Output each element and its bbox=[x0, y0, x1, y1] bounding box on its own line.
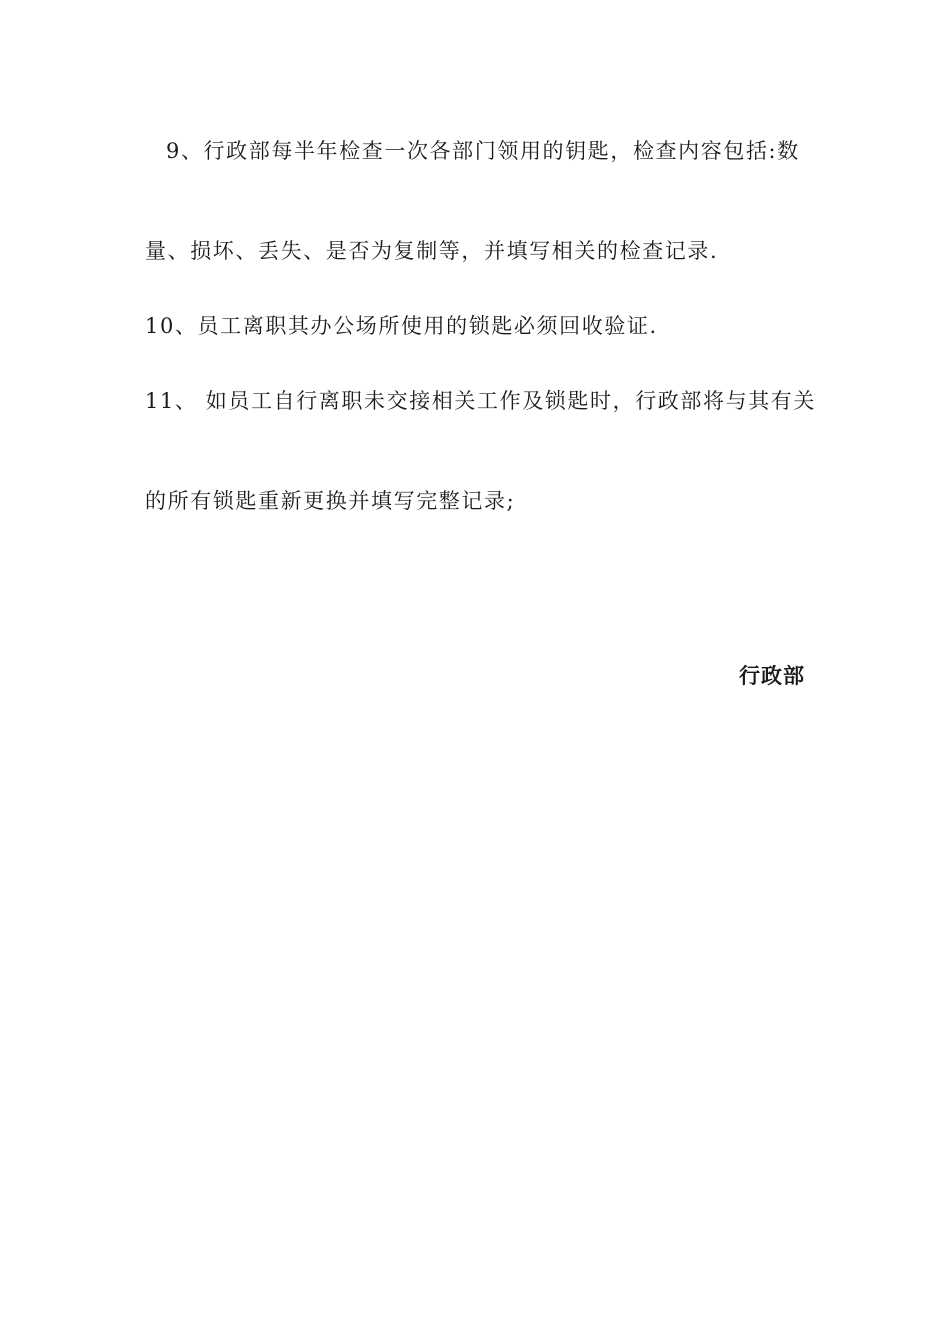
item-10-line-1: 10、员工离职其办公场所使用的锁匙必须回收验证. bbox=[145, 314, 658, 338]
item-11-line-1: 11、 如员工自行离职未交接相关工作及锁匙时，行政部将与其有关 bbox=[145, 389, 816, 413]
department-signature: 行政部 bbox=[739, 664, 805, 688]
item-9-line-2: 量、损坏、丢失、是否为复制等，并填写相关的检查记录. bbox=[145, 239, 719, 263]
item-9-line-1: 9、行政部每半年检查一次各部门领用的钥匙，检查内容包括:数 bbox=[166, 139, 800, 163]
item-11-line-2: 的所有锁匙重新更换并填写完整记录; bbox=[145, 489, 516, 513]
